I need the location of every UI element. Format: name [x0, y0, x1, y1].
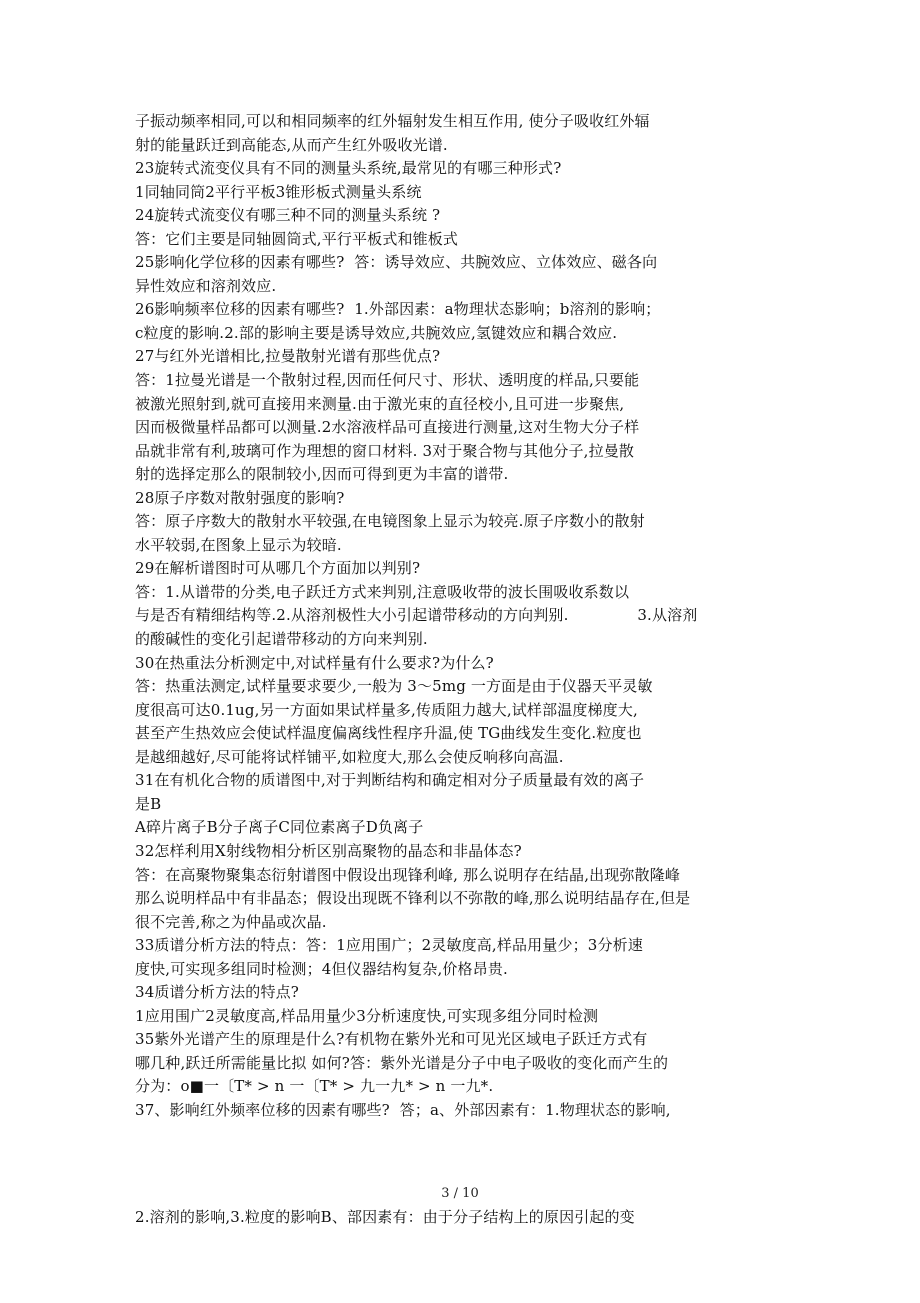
text-line: 37、影响红外频率位移的因素有哪些? 答；a、外部因素有：1.物理状态的影响, [135, 1100, 671, 1119]
text-line: 答：原子序数大的散射水平较强,在电镜图象上显示为较亮.原子序数小的散射 [135, 512, 645, 531]
text-line: 答：1拉曼光谱是一个散射过程,因而任何尺寸、形状、透明度的样品,只要能 [135, 371, 640, 390]
body-text [135, 110, 835, 1123]
text-line: 因而极微量样品都可以测量.2水溶液样品可直接进行测量,这对生物大分子样 [135, 418, 640, 437]
text-line: 那么说明样品中有非晶态；假设出现既不锋利以不弥散的峰,那么说明结晶存在,但是 [135, 889, 691, 908]
page-number: 3 / 10 [441, 1186, 479, 1201]
text-line: 是越细越好,尽可能将试样铺平,如粒度大,那么会使反响移向高温. [135, 747, 564, 766]
text-line: 31在有机化合物的质谱图中,对于判断结构和确定相对分子质量最有效的离子 [135, 771, 645, 790]
next-page-text-line: 2.溶剂的影响,3.粒度的影响B、部因素有：由于分子结构上的原因引起的变 [135, 1208, 635, 1226]
text-line: 射的选择定那么的限制较小,因而可得到更为丰富的谱带. [135, 465, 509, 484]
text-line: 34质谱分析方法的特点? [135, 983, 299, 1002]
text-line: 1应用围广2灵敏度高,样品用量少3分析速度快,可实现多组分同时检测 [135, 1006, 599, 1025]
text-line: 分为：o■一〔T* > n 一〔T* > 九一九* > n 一九*. [135, 1077, 494, 1096]
text-line: 24旋转式流变仪有哪三种不同的测量头系统 ? [135, 206, 441, 225]
text-line: 是B [135, 794, 162, 813]
text-line: c粒度的影响.2.部的影响主要是诱导效应,共腕效应,氢键效应和耦合效应. [135, 323, 618, 342]
text-line: 射的能量跃迁到高能态,从而产生红外吸收光谱. [135, 135, 448, 154]
text-line: 32怎样利用X射线物相分析区别高聚物的晶态和非晶体态? [135, 841, 522, 860]
text-line: 水平较弱,在图象上显示为较暗. [135, 535, 342, 554]
text-line: 答：在高聚物聚集态衍射谱图中假设出现锋利峰, 那么说明存在结晶,出现弥散隆峰 [135, 865, 681, 884]
text-line: 哪几种,跃迁所需能量比拟 如何?答：紫外光谱是分子中电子吸收的变化而产生的 [135, 1053, 669, 1072]
text-line: 甚至产生热效应会使试样温度偏离线性程序升温,使 TG曲线发生变化.粒度也 [135, 724, 642, 743]
text-line: 度快,可实现多组同时检测；4但仪器结构复杂,价格昂贵. [135, 959, 508, 978]
text-line: 子振动频率相同,可以和相同频率的红外辐射发生相互作用, 使分子吸收红外辐 [135, 112, 650, 130]
text-line: 品就非常有利,玻璃可作为理想的窗口材料. 3对于聚合物与其他分子,拉曼散 [135, 441, 635, 460]
text-line: 1同轴同筒2平行平板3锥形板式测量头系统 [135, 182, 422, 201]
text-line: 被激光照射到,就可直接用来测量.由于激光束的直径校小,且可进一步聚焦, [135, 394, 625, 413]
text-line: 度很高可达0.1ug,另一方面如果试样量多,传质阻力越大,试样部温度梯度大, [135, 700, 638, 719]
text-line: 异性效应和溶剂效应. [135, 276, 277, 295]
text-line: 答：热重法测定,试样量要求要少,一般为 3〜5mg 一方面是由于仪器天平灵敏 [135, 677, 653, 696]
text-line: 与是否有精细结构等.2.从溶剂极性大小引起谱带移动的方向判别. 3.从溶剂 [135, 606, 698, 625]
text-line: 答：1.从谱带的分类,电子跃迁方式来判别,注意吸收带的波长围吸收系数以 [135, 582, 630, 601]
text-line: 35紫外光谱产生的原理是什么?有机物在紫外光和可见光区域电子跃迁方式有 [135, 1030, 648, 1049]
text-line: 28原子序数对散射强度的影响? [135, 488, 345, 507]
text-line: 33质谱分析方法的特点：答：1应用围广；2灵敏度高,样品用量少；3分析速 [135, 936, 643, 955]
text-line: 26影响频率位移的因素有哪些? 1.外部因素：a物理状态影响；b溶剂的影响； [135, 300, 661, 319]
text-line: 很不完善,称之为仲晶或次晶. [135, 912, 327, 931]
text-line: 23旋转式流变仪具有不同的测量头系统,最常见的有哪三种形式? [135, 159, 562, 178]
text-line: 29在解析谱图时可从哪几个方面加以判别? [135, 559, 421, 578]
text-line: 25影响化学位移的因素有哪些? 答：诱导效应、共腕效应、立体效应、磁各向 [135, 253, 658, 272]
text-line: 的酸碱性的变化引起谱带移动的方向来判别. [135, 630, 428, 649]
text-line: 答：它们主要是同轴圆筒式,平行平板式和锥板式 [135, 229, 459, 248]
text-line: 27与红外光谱相比,拉曼散射光谱有那些优点? [135, 347, 441, 366]
text-line: A碎片离子B分子离子C同位素离子D负离子 [135, 818, 424, 837]
text-line: 30在热重法分析测定中,对试样量有什么要求?为什么? [135, 653, 494, 672]
